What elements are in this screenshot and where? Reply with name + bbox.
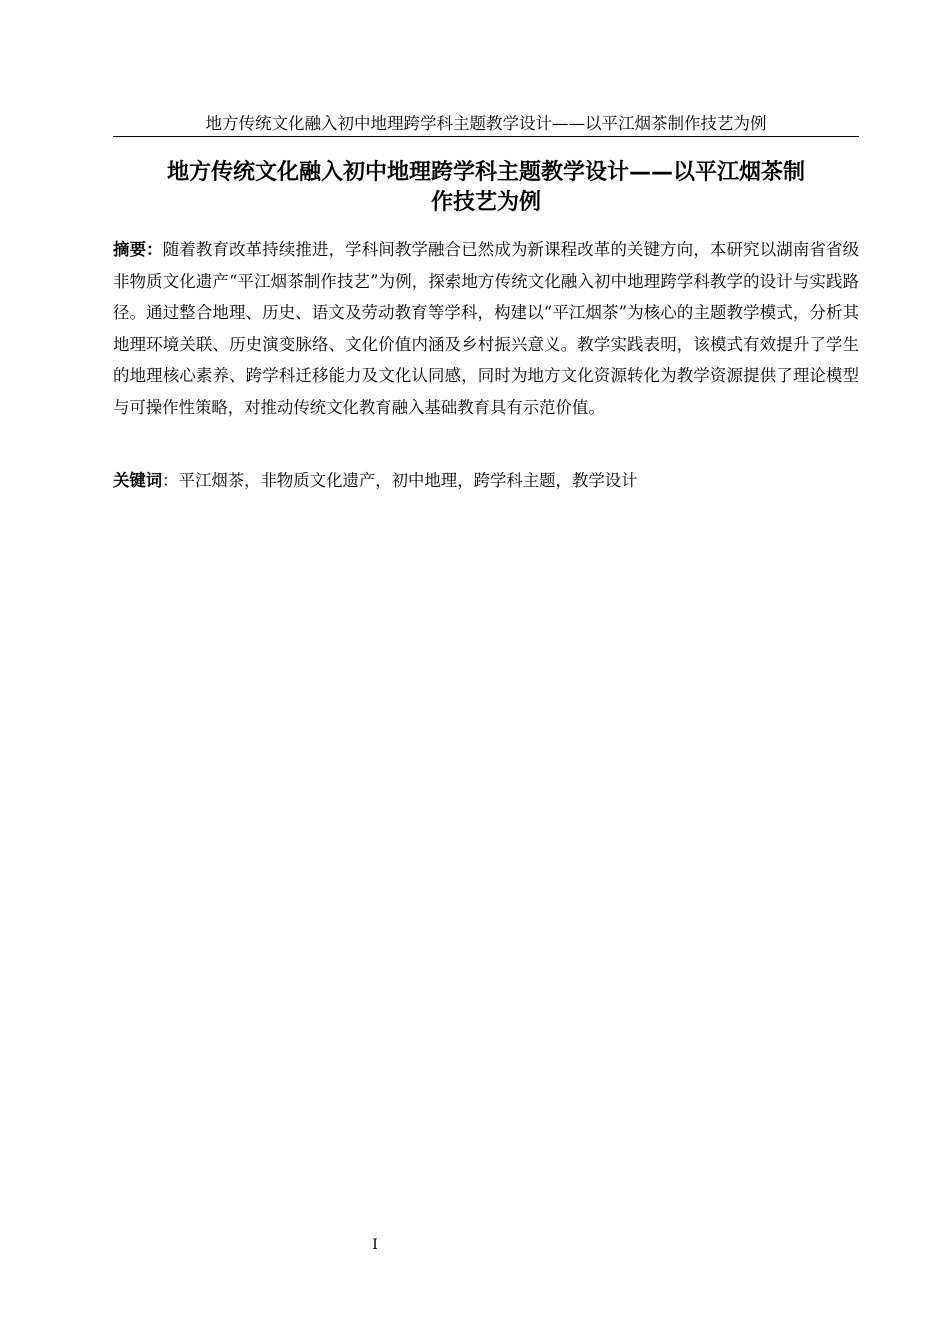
keywords-separator: ： [162, 471, 179, 490]
abstract-label: 摘要： [113, 240, 163, 259]
abstract-text: 随着教育改革持续推进，学科间教学融合已然成为新课程改革的关键方向，本研究以湖南省省级非物质文化遗产“平江烟茶制作技艺”为例，探索地方传统文化融入初中地理跨学科教学的设计与实践路径。通过整合地理、历史、语文及劳动教育等学科，构建以“平江烟茶”为核心的主题教学模式，分析其地理环境关联、历史演变脉络、文化价值内涵及乡村振兴意义。教学实践表明，该模式有效提升了学生的地理核心素养、跨学科迁移能力及文化认同感，同时为地方文化资源转化为教学资源提供了理论模型与可操作性策略，对推动传统文化教育融入基础教育具有示范价值。 [113, 240, 860, 417]
paper-title [113, 158, 859, 218]
paper-title-line-1: 地方传统文化融入初中地理跨学科主题教学设计——以平江烟茶制 [166, 160, 805, 185]
abstract [113, 234, 859, 423]
keywords-label: 关键词 [113, 471, 163, 490]
keywords-text: 平江烟茶，非物质文化遗产，初中地理，跨学科主题，教学设计 [178, 471, 638, 490]
running-header-title: 地方传统文化融入初中地理跨学科主题教学设计——以平江烟茶制作技艺为例 [205, 114, 767, 133]
page-number: I [372, 1237, 378, 1253]
keywords [113, 465, 859, 497]
paper-title-line-2: 作技艺为例 [430, 190, 541, 215]
running-header [113, 114, 859, 137]
